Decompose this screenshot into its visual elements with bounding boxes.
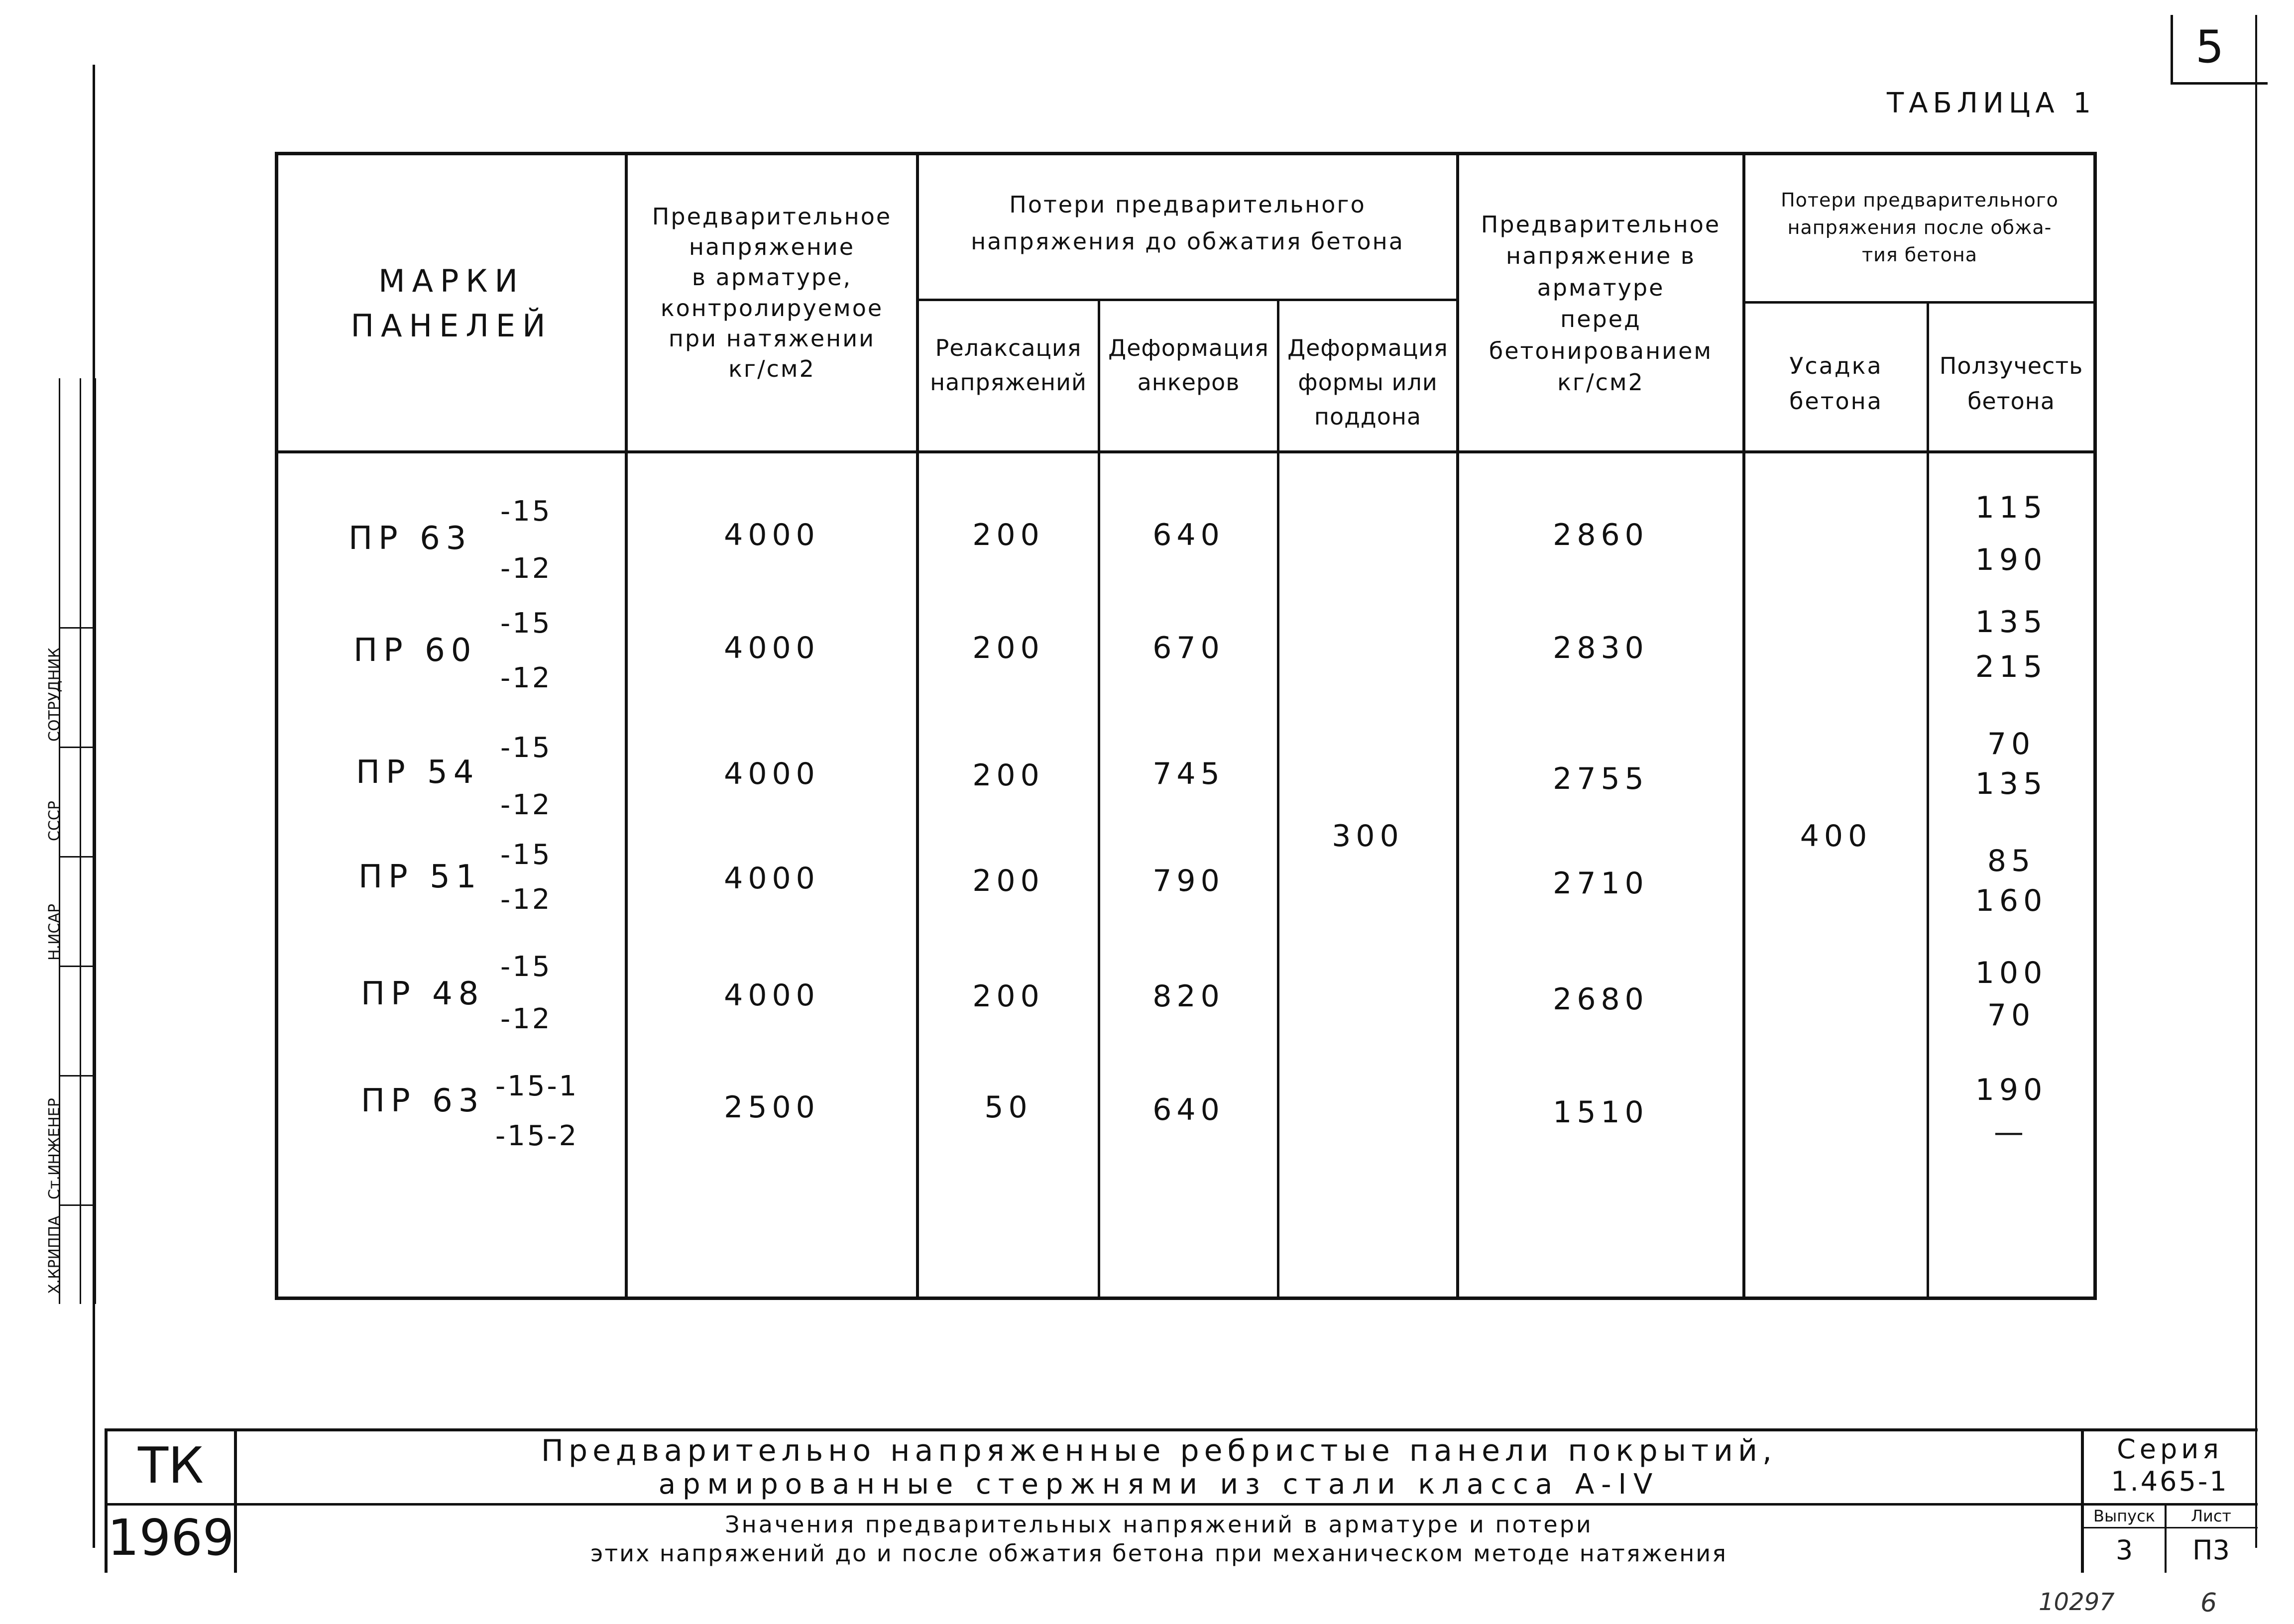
row-mark: ПР 48 [361,975,485,1012]
row-before-concreting: 2860 [1553,518,1649,552]
row-prestress: 4000 [724,631,820,665]
row-sub: -15-2 [495,1120,579,1152]
row-creep: — [1994,1115,2029,1150]
row-sub: -12 [500,662,552,694]
series-label: Серия [2117,1433,2223,1465]
shrinkage-common-value: 400 [1800,819,1872,854]
stamp-name-2: Ст.ИНЖЕНЕР [46,1098,63,1199]
sheet-value: П3 [2192,1534,2230,1566]
row-prestress: 4000 [724,978,820,1013]
row-mark: ПР 54 [356,754,480,791]
stamp-name-5: СОТРУДНИК [46,648,63,742]
row-relaxation: 200 [972,631,1044,665]
row-sub: -15 [500,839,552,871]
row-mark: ПР 63 [348,520,472,557]
page-number-box-left [2171,15,2173,85]
row-before-concreting: 2830 [1553,631,1649,665]
row-relaxation: 200 [972,518,1044,552]
stamp-name-3: Н.ИСАР [46,903,63,961]
row-relaxation: 200 [972,864,1044,898]
header-form-deformation: Деформация формы или поддона [1287,334,1448,430]
title-line-2: армированные стержнями из стали класса А-IV [658,1468,1660,1501]
title-year: 1969 [108,1509,234,1567]
row-relaxation: 50 [984,1090,1032,1125]
row-sub: -15 [500,607,552,640]
header-prestress: Предварительное напряжение в арматуре, контролируемое при натяжении кг/см2 [652,203,892,382]
row-creep: 135 [1975,766,2048,801]
row-sub: -15 [500,951,552,983]
row-creep: 160 [1975,883,2048,918]
series-value: 1.465-1 [2111,1466,2229,1497]
subtitle-line-2: этих напряжений до и после обжатия бетона при механическом методе натяжения [590,1540,1727,1567]
header-shrinkage: Усадка бетона [1789,352,1883,415]
header-relaxation: Релаксация напряжений [930,334,1087,396]
issue-label: Выпуск [2093,1507,2155,1525]
row-sub: -12 [500,789,552,821]
row-relaxation: 200 [972,979,1044,1014]
row-prestress: 4000 [724,518,820,552]
row-creep: 215 [1975,650,2048,684]
row-mark: ПР 51 [358,859,482,895]
footer-archive-number: 10297 [2039,1588,2115,1616]
title-org: ТК [137,1436,204,1495]
header-losses-after: Потери предварительного напряжения после обжа- тия бетона [1781,189,2059,266]
row-anchor: 670 [1152,631,1225,665]
row-creep: 135 [1975,605,2048,640]
header-creep: Ползучесть бетона [1939,352,2083,415]
row-sub: -12 [500,1003,552,1035]
row-creep: 190 [1975,1073,2048,1107]
row-before-concreting: 2680 [1553,982,1649,1017]
row-sub: -15 [500,732,552,764]
row-creep: 70 [1987,727,2036,761]
row-sub: -12 [500,883,552,916]
row-anchor: 820 [1152,979,1225,1014]
row-prestress: 4000 [724,861,820,896]
page-number: 5 [2195,21,2224,73]
row-relaxation: 200 [972,758,1044,793]
row-before-concreting: 2755 [1553,761,1649,796]
row-prestress: 4000 [724,757,820,791]
row-anchor: 745 [1152,757,1225,791]
header-losses-before: Потери предварительного напряжения до обжатия бетона [971,191,1404,255]
sheet-label: Лист [2190,1507,2232,1525]
subtitle-line-1: Значения предварительных напряжений в арматуре и потери [725,1511,1593,1538]
row-sub: -15 [500,495,552,528]
header-marks: МАРКИ ПАНЕЛЕЙ [350,263,553,344]
issue-value: 3 [2115,1534,2133,1566]
row-creep: 115 [1975,490,2048,525]
row-creep: 70 [1987,998,2036,1033]
row-prestress: 2500 [724,1090,820,1125]
row-before-concreting: 2710 [1553,866,1649,901]
frame-right [2255,15,2257,1548]
row-creep: 190 [1975,542,2048,577]
stamp-name-1: Х.КРИППА [46,1215,63,1294]
row-sub: -12 [500,552,552,585]
stamp-name-4: СССР [46,801,63,841]
table-label: ТАБЛИЦА 1 [1887,87,2096,119]
page-number-box-bottom [2171,82,2268,85]
row-mark: ПР 63 [361,1083,485,1119]
row-before-concreting: 1510 [1553,1095,1649,1130]
row-anchor: 790 [1152,864,1225,898]
footer-page-count: 6 [2200,1588,2217,1618]
header-prestress-before-concreting: Предварительное напряжение в арматуре перед бетонированием кг/см2 [1481,211,1721,396]
row-anchor: 640 [1152,1092,1225,1127]
form-deformation-common-value: 300 [1332,819,1404,854]
title-line-1: Предварительно напряженные ребристые панели покрытий, [541,1433,1777,1468]
header-anchor-deformation: Деформация анкеров [1108,334,1269,396]
row-sub: -15-1 [495,1070,579,1102]
row-anchor: 640 [1152,518,1225,552]
row-creep: 85 [1987,844,2036,878]
row-mark: ПР 60 [353,632,477,669]
row-creep: 100 [1975,956,2048,990]
